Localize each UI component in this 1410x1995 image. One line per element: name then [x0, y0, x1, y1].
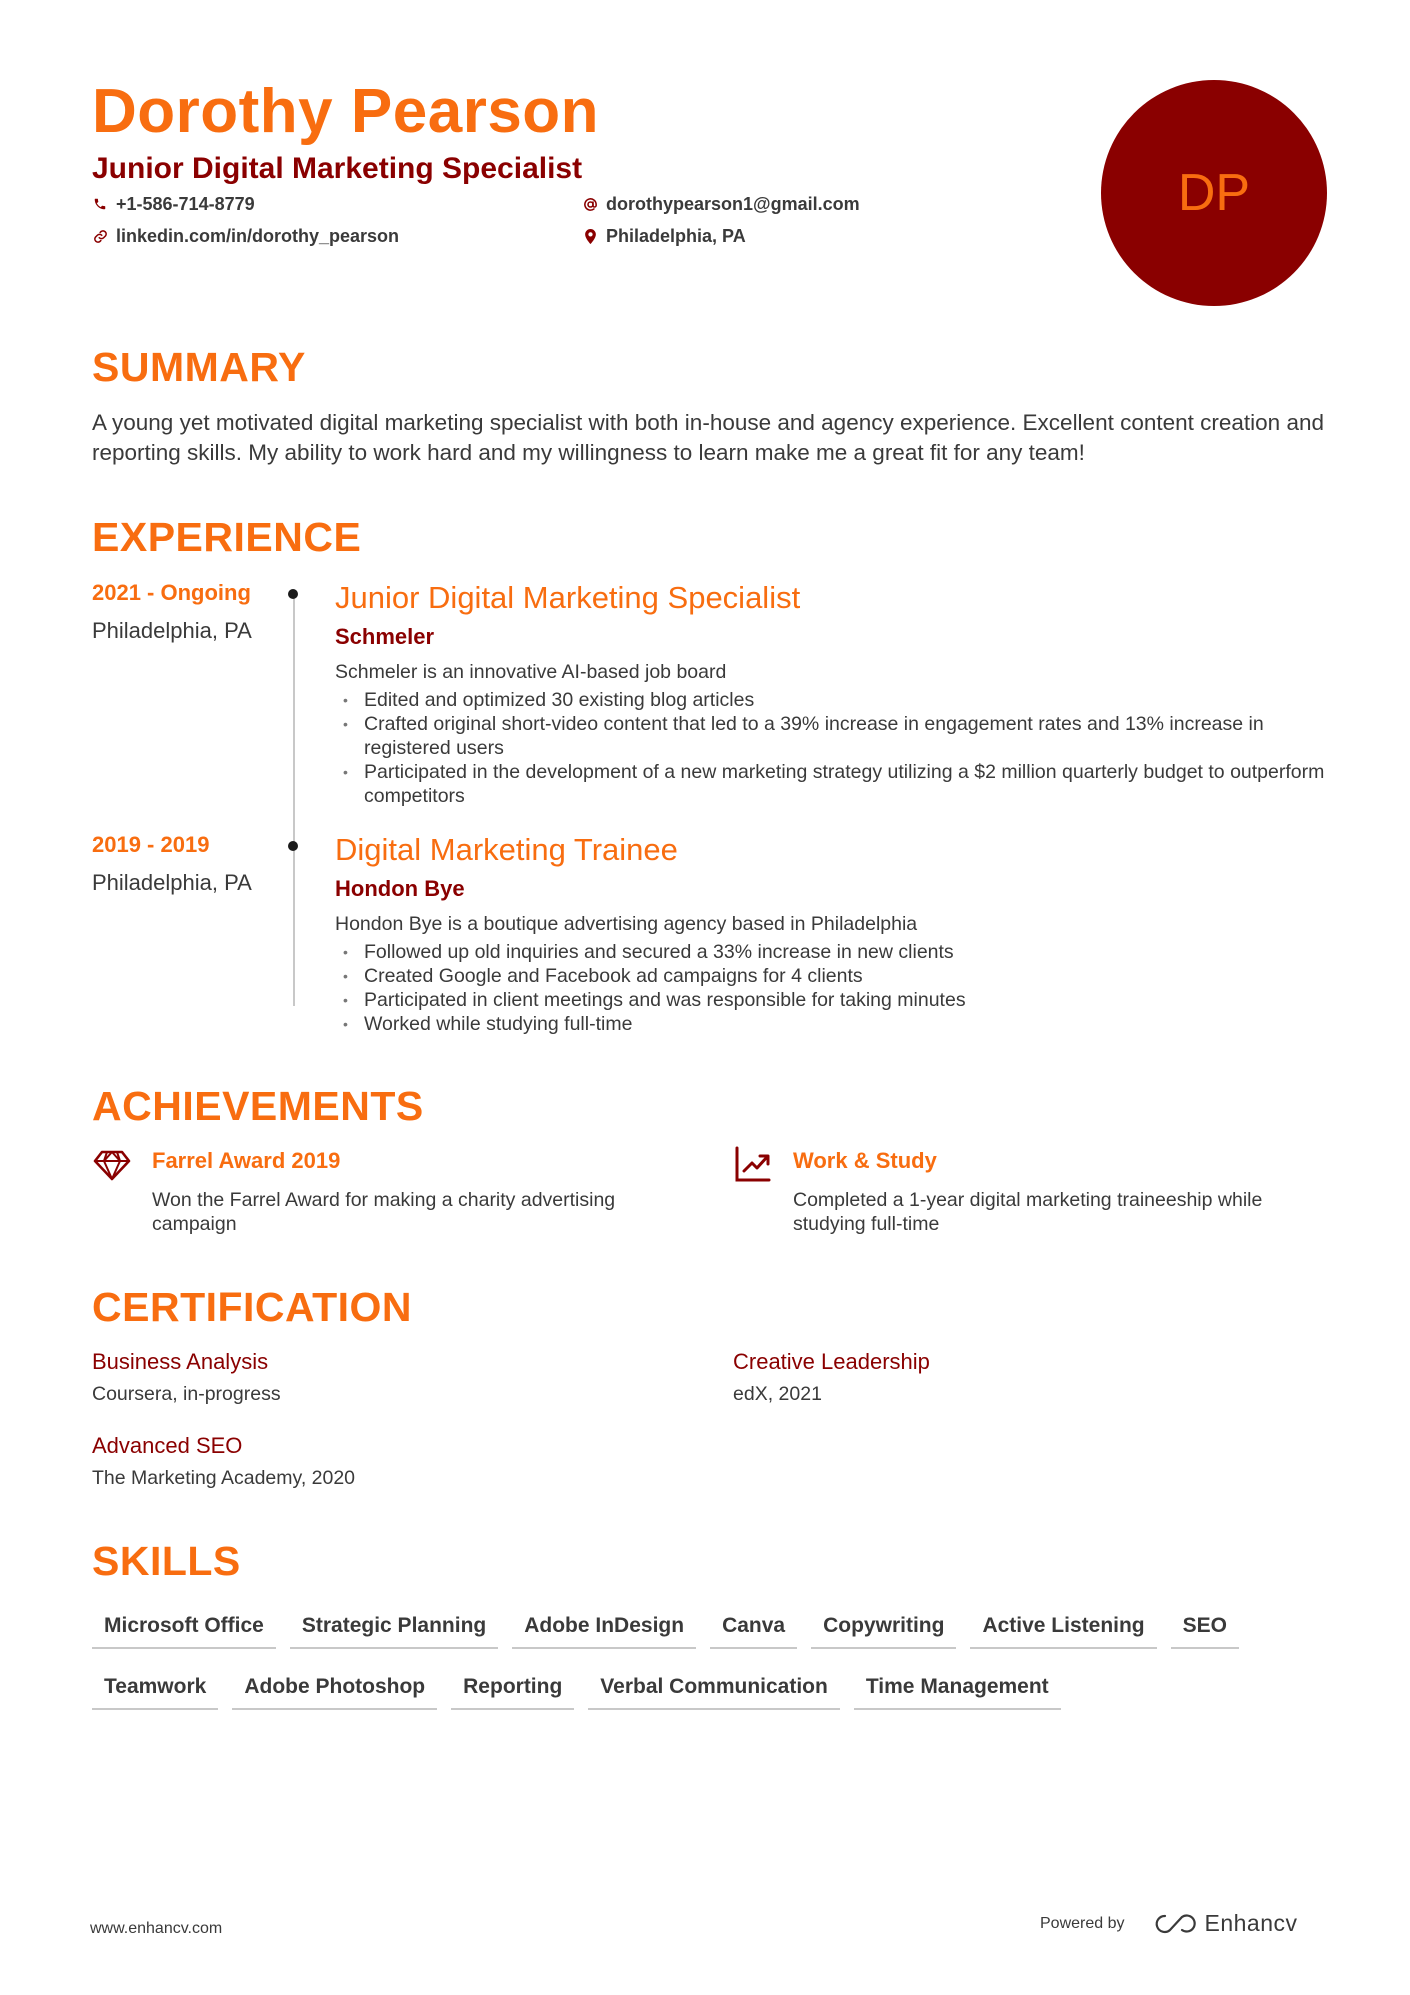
company-name: Schmeler	[335, 624, 435, 649]
skill-tag: Adobe Photoshop	[232, 1669, 437, 1710]
skills-list	[92, 1608, 1342, 1710]
powered-by-label: Powered by	[1040, 1914, 1125, 1932]
certification-title: Creative Leadership	[733, 1349, 930, 1374]
list-item: • Followed up old inquiries and secured a 33% increase in new clients	[335, 940, 1335, 964]
contact-list	[92, 193, 912, 247]
enhancv-logo[interactable]	[1151, 1910, 1298, 1937]
phone-icon	[92, 196, 108, 212]
experience-item	[92, 580, 1342, 810]
achievement-description: Won the Farrel Award for making a charity advertising campaign	[152, 1189, 616, 1235]
skills-heading: SKILLS	[92, 1538, 241, 1584]
list-item: • Created Google and Facebook ad campaigns for 4 clients	[335, 964, 1335, 988]
contact-phone-text: +1-586-714-8779	[116, 193, 255, 214]
link-icon	[92, 228, 108, 244]
skill-tag: Copywriting	[811, 1608, 956, 1649]
company-description: Hondon Bye is a boutique advertising agency based in Philadelphia	[335, 913, 918, 935]
timeline-dot	[288, 589, 298, 599]
skill-tag: Adobe InDesign	[512, 1608, 696, 1649]
experience-heading: EXPERIENCE	[92, 514, 362, 560]
skill-tag: Active Listening	[970, 1608, 1156, 1649]
contact-phone[interactable]	[92, 193, 582, 215]
achievement-item	[92, 1144, 652, 1234]
footer-website[interactable]: www.enhancv.com	[90, 1920, 223, 1937]
at-icon	[582, 196, 598, 212]
list-item: • Edited and optimized 30 existing blog articles	[335, 688, 1335, 712]
experience-item	[92, 832, 1342, 1035]
achievement-description: Completed a 1-year digital marketing traineeship while studying full-time	[793, 1189, 1263, 1235]
contact-email[interactable]	[582, 193, 912, 215]
achievement-item	[733, 1144, 1293, 1234]
skill-tag: Time Management	[854, 1669, 1061, 1710]
skill-tag: Canva	[710, 1608, 797, 1649]
contact-linkedin[interactable]	[92, 225, 582, 247]
experience-bullets	[335, 688, 1335, 808]
certification-title: Business Analysis	[92, 1349, 269, 1374]
skill-tag: Teamwork	[92, 1669, 218, 1710]
footer-branding	[1040, 1910, 1298, 1937]
list-item: • Participated in the development of a new marketing strategy utilizing a $2 million quarterly budget to outperform competitors	[335, 760, 1335, 808]
certification-item	[92, 1432, 355, 1490]
experience-location: Philadelphia, PA	[92, 870, 252, 895]
achievement-title: Work & Study	[793, 1148, 937, 1173]
certification-title: Advanced SEO	[92, 1433, 243, 1458]
summary-text: A young yet motivated digital marketing specialist with both in-house and agency experience. Excellent content creation and reporting skills. My ability to work hard and my willingness to learn make me a great fit for any team!	[92, 410, 1324, 465]
certification-issuer: Coursera, in-progress	[92, 1383, 281, 1405]
candidate-role: Junior Digital Marketing Specialist	[92, 152, 583, 185]
list-item: • Crafted original short-video content that led to a 39% increase in engagement rates and 13% increase in registered users	[335, 712, 1335, 760]
contact-email-text: dorothypearson1@gmail.com	[606, 193, 860, 214]
skill-tag: Reporting	[451, 1669, 574, 1710]
experience-body	[335, 832, 1335, 1036]
experience-body	[335, 580, 1335, 808]
skill-tag: Microsoft Office	[92, 1608, 276, 1649]
job-title: Digital Marketing Trainee	[335, 832, 678, 867]
enhancv-logo-text: Enhancv	[1204, 1910, 1298, 1936]
certification-issuer: edX, 2021	[733, 1383, 822, 1405]
enhancv-logo-icon	[1151, 1912, 1197, 1936]
list-item: • Worked while studying full-time	[335, 1012, 1335, 1036]
company-description: Schmeler is an innovative AI-based job board	[335, 661, 727, 683]
job-title: Junior Digital Marketing Specialist	[335, 580, 801, 615]
avatar	[1101, 80, 1327, 306]
achievement-title: Farrel Award 2019	[152, 1148, 341, 1173]
list-item: • Participated in client meetings and was responsible for taking minutes	[335, 988, 1335, 1012]
location-pin-icon	[582, 228, 598, 244]
experience-location: Philadelphia, PA	[92, 618, 252, 643]
skill-tag: Strategic Planning	[290, 1608, 498, 1649]
contact-location	[582, 225, 912, 247]
trending-up-chart-icon	[733, 1144, 773, 1184]
avatar-initials: DP	[1177, 164, 1251, 222]
summary-heading: SUMMARY	[92, 344, 306, 390]
certification-item	[92, 1348, 281, 1406]
certification-heading: CERTIFICATION	[92, 1284, 413, 1330]
timeline-dot	[288, 841, 298, 851]
certification-item	[733, 1348, 930, 1406]
skill-tag: Verbal Communication	[588, 1669, 840, 1710]
contact-linkedin-text: linkedin.com/in/dorothy_pearson	[116, 225, 400, 246]
candidate-name: Dorothy Pearson	[92, 77, 600, 146]
certification-issuer: The Marketing Academy, 2020	[92, 1467, 356, 1489]
experience-date: 2021 - Ongoing	[92, 580, 251, 605]
experience-date: 2019 - 2019	[92, 832, 210, 857]
contact-location-text: Philadelphia, PA	[606, 225, 746, 246]
diamond-icon	[92, 1144, 132, 1184]
achievements-heading: ACHIEVEMENTS	[92, 1083, 424, 1129]
skill-tag: SEO	[1171, 1608, 1239, 1649]
experience-bullets	[335, 940, 1335, 1036]
company-name: Hondon Bye	[335, 876, 465, 901]
